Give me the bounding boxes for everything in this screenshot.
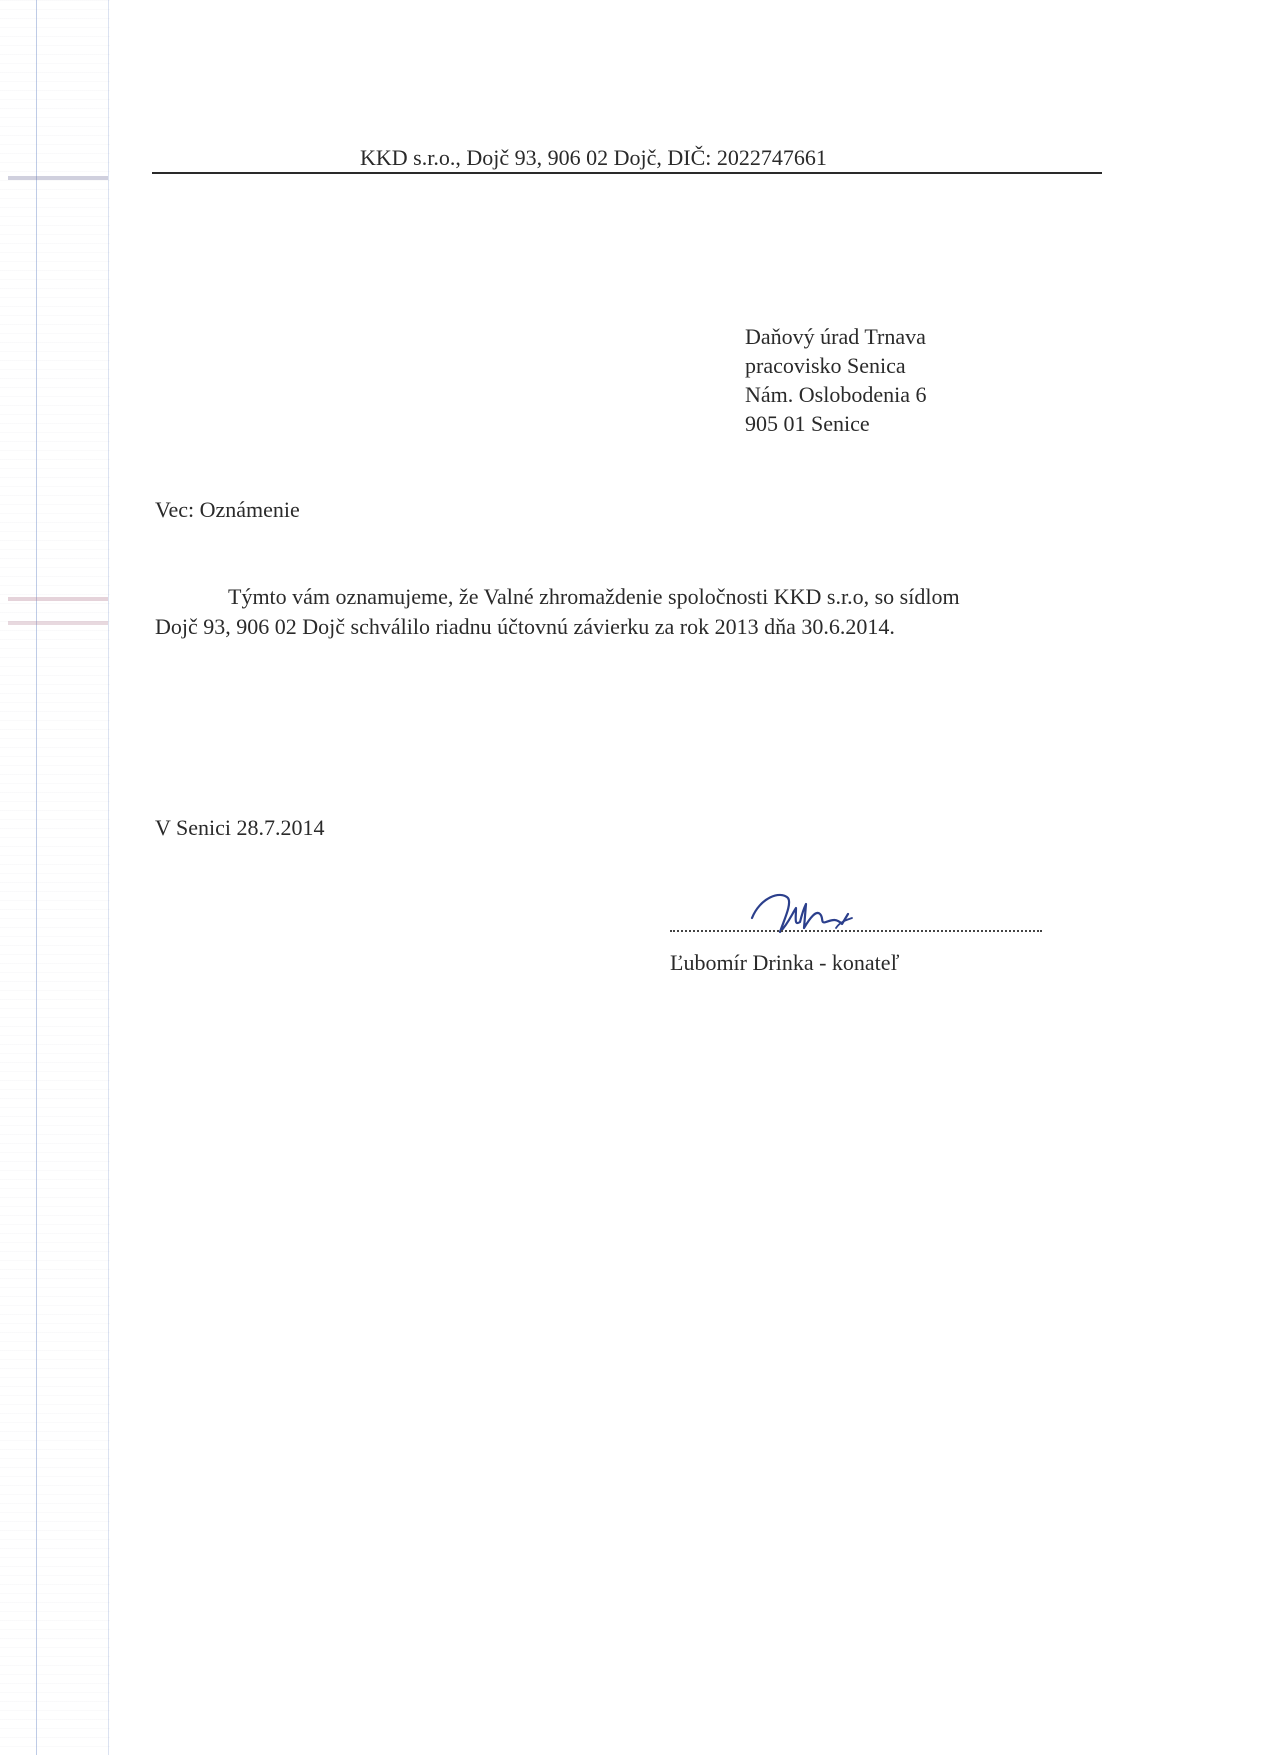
scan-margin-mark — [8, 597, 108, 601]
scan-margin-rule — [36, 0, 37, 1755]
recipient-line: 905 01 Senice — [745, 411, 870, 436]
handwritten-signature — [740, 880, 870, 950]
body-line: Dojč 93, 906 02 Dojč schválilo riadnu účtovnú závierku za rok 2013 dňa 30.6.2014. — [155, 614, 895, 639]
scan-margin-artifact — [0, 0, 110, 1755]
recipient-line: Nám. Oslobodenia 6 — [745, 382, 927, 407]
scan-margin-mark — [8, 176, 108, 180]
signature-dotted-line — [670, 930, 1042, 932]
recipient-line: Daňový úrad Trnava — [745, 324, 926, 349]
letterhead-company-line: KKD s.r.o., Dojč 93, 906 02 Dojč, DIČ: 2022747661 — [360, 145, 827, 170]
recipient-line: pracovisko Senica — [745, 353, 906, 378]
body-line: Týmto vám oznamujeme, že Valné zhromaždenie spoločnosti KKD s.r.o, so sídlom — [228, 584, 960, 609]
place-date: V Senici 28.7.2014 — [155, 815, 325, 840]
scan-margin-rule — [108, 0, 109, 1755]
letterhead-divider — [152, 172, 1102, 174]
subject-line: Vec: Oznámenie — [155, 497, 300, 522]
scan-margin-mark — [8, 621, 108, 625]
signatory-name: Ľubomír Drinka - konateľ — [670, 950, 900, 975]
